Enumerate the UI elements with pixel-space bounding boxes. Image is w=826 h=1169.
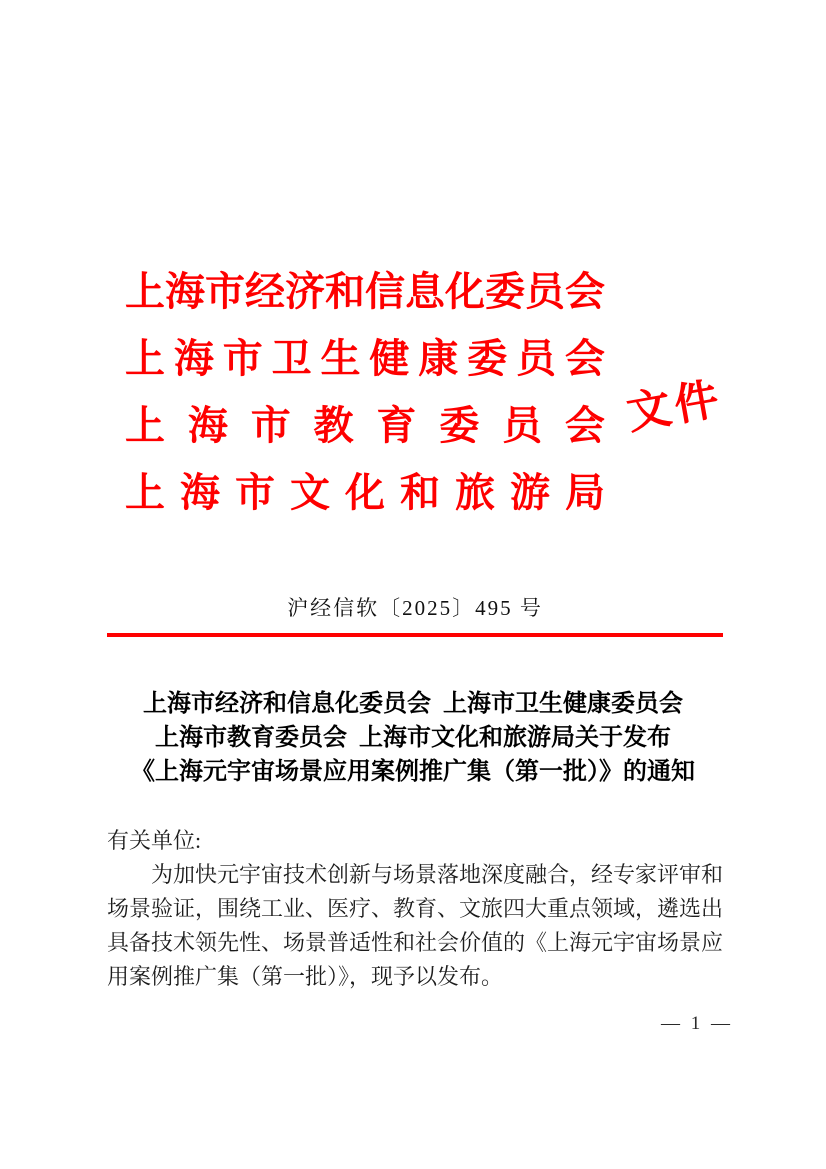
agency-name-line-1: 上 海 市 经 济 和 信 息 化 委 员 会: [125, 269, 605, 314]
document-title-line-2: 上海市教育委员会 上海市文化和旅游局关于发布: [155, 725, 671, 751]
doc-type-label: 文件: [623, 373, 727, 439]
agency-name-line-4: 上 海 市 文 化 和 旅 游 局: [125, 470, 605, 515]
page-number: — 1 —: [661, 1013, 733, 1034]
body-paragraph: 为加快元宇宙技术创新与场景落地深度融合，经专家评审和场景验证，围绕工业、医疗、教育、文旅四大重点领域，遴选出具备技术领先性、场景普适性和社会价值的《上海元宇宙场景应用案例推广集（第一批）》，现予以发布。: [107, 862, 724, 989]
document-title-line-1: 上海市经济和信息化委员会 上海市卫生健康委员会: [143, 691, 683, 717]
agency-name-line-3: 上 海 市 教 育 委 员 会: [125, 403, 605, 448]
document-title: [0, 687, 826, 789]
document-title-line-3: 《上海元宇宙场景应用案例推广集（第一批）》的通知: [131, 759, 695, 785]
red-divider-line: [107, 633, 723, 637]
letterhead-agency-names: [125, 255, 605, 523]
salutation: 有关单位:: [107, 828, 202, 853]
doc-number: 沪经信软〔2025〕495 号: [287, 596, 543, 620]
agency-name-line-2: 上 海 市 卫 生 健 康 委 员 会: [125, 336, 605, 381]
document-body: [107, 824, 723, 994]
